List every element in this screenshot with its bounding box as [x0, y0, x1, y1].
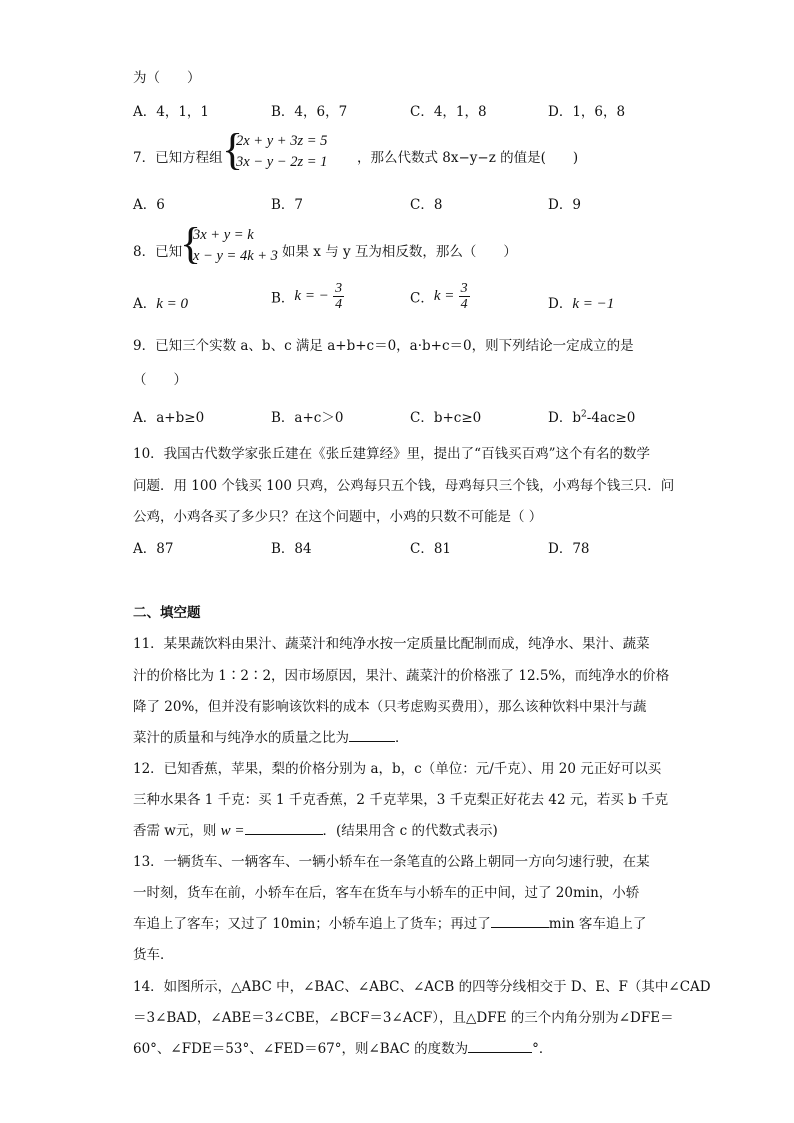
- q8-brace: {: [180, 219, 202, 268]
- q7-option-b: B．7: [271, 197, 304, 213]
- q11-answer-blank: [349, 729, 395, 742]
- q10-line-2: 问题．用 100 个钱买 100 只鸡，公鸡每只五个钱，母鸡每只三个钱，小鸡每个钱三只．问: [133, 478, 675, 494]
- q10-option-b: B．84: [271, 541, 312, 557]
- q6-tail: 为（ ）: [133, 70, 201, 86]
- q9-option-b: B．a+c＞0: [271, 410, 344, 426]
- q6-option-a: A．4，1，1: [133, 104, 210, 120]
- q13-line-3: 车追上了客车；又过了 10min；小轿车追上了货车；再过了 min 客车追上了: [133, 916, 647, 932]
- q7-option-d: D．9: [548, 197, 581, 213]
- q10-line-1: 10．我国古代数学家张丘建在《张丘建算经》里，提出了“百钱买百鸡”这个有名的数学: [133, 446, 650, 462]
- q14-line-3: 60°、∠FDE＝53°、∠FED＝67°，则∠BAC 的度数为 °．: [133, 1041, 553, 1057]
- q8-option-c: C．k = $\frac{3}{4}$: [410, 281, 468, 312]
- q8-option-b: B．k = − $\frac{3}{4}$: [271, 281, 343, 312]
- q14-line-1: 14．如图所示，△ABC 中，∠BAC、∠ABC、∠ACB 的四等分线相交于 D、E、F（其中∠CAD: [133, 979, 711, 995]
- q10-option-a: A．87: [133, 541, 174, 557]
- q10-option-d: D．78: [548, 541, 590, 557]
- q8-prefix: 8．已知: [133, 244, 183, 260]
- q12-answer-blank: [245, 822, 323, 835]
- q9-paren: （ ）: [133, 372, 187, 388]
- q13-line-1: 13．一辆货车、一辆客车、一辆小轿车在一条笔直的公路上朝同一方向匀速行驶，在某: [133, 854, 650, 870]
- q8-option-c-fraction: $\frac{3}{4}$: [460, 281, 468, 312]
- q13-line-4: 货车．: [133, 947, 174, 963]
- q12-line-3: 香需 w元，则 w = ．(结果用含 c 的代数式表示): [133, 823, 498, 839]
- q6-option-d: D．1，6，8: [548, 104, 626, 120]
- q6-option-b: B．4，6，7: [271, 104, 348, 120]
- q8-option-d: D．k = −1: [548, 296, 615, 312]
- q8-suffix: 如果 x 与 y 互为相反数，那么（ ）: [282, 244, 517, 260]
- q12-line-1: 12．已知香蕉，苹果，梨的价格分别为 a，b，c（单位：元/千克）、用 20 元正好可以买: [133, 761, 662, 777]
- q7-brace: {: [222, 125, 244, 174]
- q6-option-c: C．4，1，8: [410, 104, 487, 120]
- q11-line-4: 菜汁的质量和与纯净水的质量之比为 ．: [133, 730, 409, 746]
- q7-equation-2: 3x − y − 2z = 1: [236, 154, 328, 170]
- q8-system: [193, 225, 278, 267]
- q10-line-3: 公鸡，小鸡各买了多少只？在这个问题中，小鸡的只数不可能是（ ）: [133, 509, 543, 525]
- q7-option-a: A．6: [133, 197, 165, 213]
- q13-line-2: 一时刻，货车在前，小轿车在后，客车在货车与小轿车的正中间，过了 20min，小轿: [133, 885, 640, 901]
- q8-equation-1: 3x + y = k: [193, 227, 254, 243]
- q12-line-2: 三种水果各 1 千克：买 1 千克香蕉，2 千克苹果，3 千克梨正好花去 42 元，若买 b 千克: [133, 792, 669, 808]
- q9-option-a: A．a+b≥0: [133, 410, 205, 426]
- q9-option-c: C．b+c≥0: [410, 410, 482, 426]
- q11-line-2: 汁的价格比为 1∶2∶2，因市场原因，果汁、蔬菜汁的价格涨了 12.5%，而纯净水的价格: [133, 668, 670, 684]
- q7-suffix: ，那么代数式 8x−y−z 的值是( ): [357, 150, 579, 166]
- q7-prefix: 7．已知方程组: [133, 150, 223, 166]
- q9-option-d: D．$b^2-4ac\ge 0$: [548, 409, 636, 426]
- q11-line-3: 降了 20%，但并没有影响该饮料的成本（只考虑购买费用），那么该种饮料中果汁与蔬: [133, 699, 647, 715]
- q7-equation-1: 2x + y + 3z = 5: [236, 133, 328, 149]
- q14-answer-blank: [468, 1040, 532, 1053]
- q13-answer-blank: [491, 915, 549, 928]
- q8-equation-2: x − y = 4k + 3: [193, 248, 278, 264]
- q9-stem: 9．已知三个实数 a、b、c 满足 a+b+c＝0，a·b+c＝0，则下列结论一定成立的是: [133, 338, 634, 354]
- q10-option-c: C．81: [410, 541, 452, 557]
- q14-line-2: ＝3∠BAD，∠ABE＝3∠CBE，∠BCF＝3∠ACF），且△DFE 的三个内角分别为∠DFE＝: [133, 1010, 674, 1026]
- q11-line-1: 11．某果蔬饮料由果汁、蔬菜汁和纯净水按一定质量比配制而成，纯净水、果汁、蔬菜: [133, 636, 650, 652]
- q7-option-c: C．8: [410, 197, 443, 213]
- section-heading: 二、填空题: [133, 605, 201, 621]
- q7-system: [236, 131, 327, 173]
- q8-option-b-fraction: $\frac{3}{4}$: [335, 281, 343, 312]
- q8-option-a: A．k = 0: [133, 296, 189, 312]
